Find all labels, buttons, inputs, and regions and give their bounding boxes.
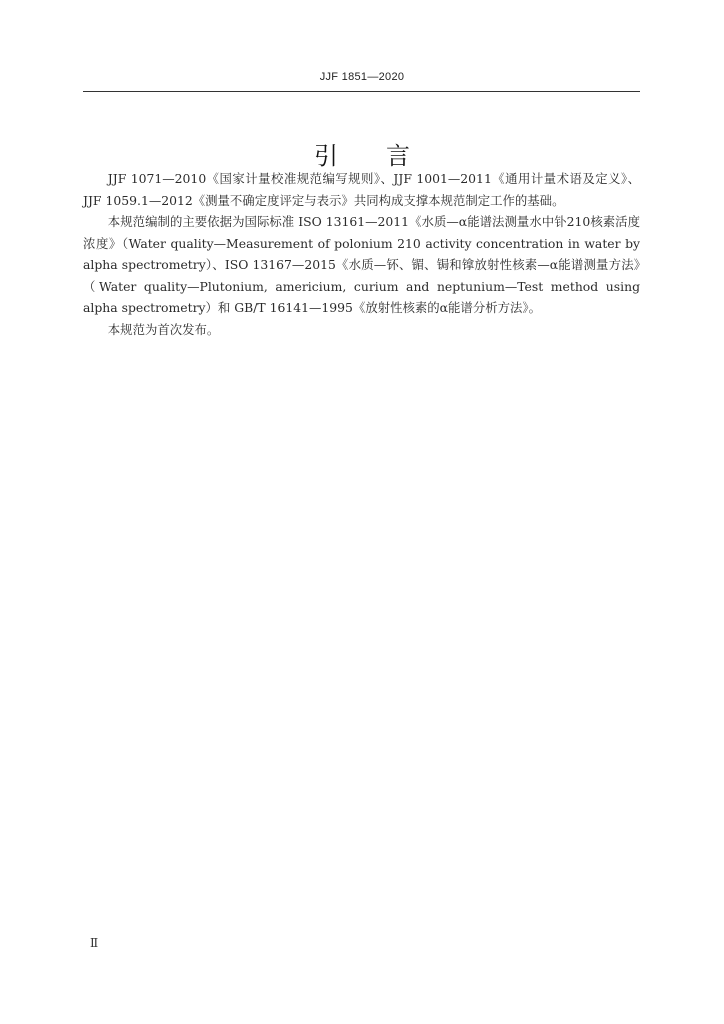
introduction-body (83, 168, 640, 340)
paragraph-references: JJF 1071—2010《国家计量校准规范编写规则》、JJF 1001—2011《通用计量术语及定义》、JJF 1059.1—2012《测量不确定度评定与表示》共同构成支撑本规范制定工作的基础。 (83, 171, 640, 208)
paragraph-first-release: 本规范为首次发布。 (107, 321, 220, 337)
title-char-1: 引 (314, 142, 338, 171)
page-title (0, 136, 724, 171)
paragraph-basis: 本规范编制的主要依据为国际标准 ISO 13161—2011《水质—α能谱法测量水中钋210核素活度浓度》（Water quality—Measurement of polonium 210 activity concentration in water by alpha spectrometry）、ISO 13167—2015《水质—钚、镅、锔和镎放射性核素—α能谱测量方法》（Water quality—Plutonium, americium, curium and neptunium—Test method using alpha spectrometry）和 GB/T 16141—1995《放射性核素的α能谱分析方法》。 (83, 214, 640, 315)
standard-code-header: JJF 1851—2020 (319, 71, 405, 83)
title-char-2: 言 (386, 142, 410, 171)
header-divider (83, 91, 640, 92)
page-number: Ⅱ (90, 936, 99, 950)
